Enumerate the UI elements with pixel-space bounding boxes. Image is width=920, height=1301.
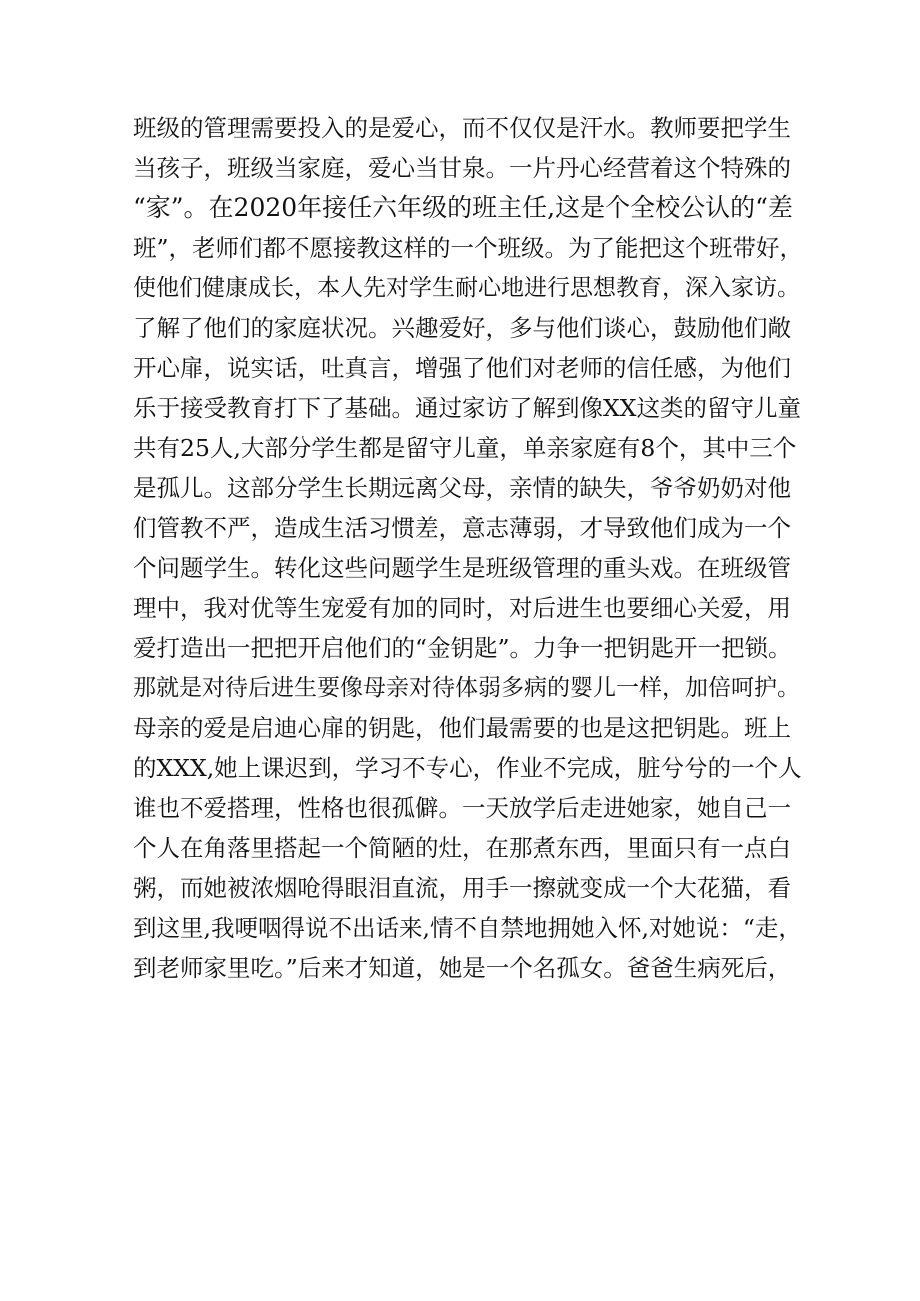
text-line: 个问题学生。转化这些问题学生是班级管理的重头戏。在班级管 <box>133 554 791 582</box>
text-line: 到老师家里吃。”后来才知道，她是一个名孤女。爸爸生病死后， <box>133 954 792 982</box>
text-line: “家”。在2020年接任六年级的班主任,这是个全校公认的“差 <box>133 193 793 222</box>
text-line: 开心扉，说实话，吐真言，增强了他们对老师的信任感，为他们 <box>133 354 791 382</box>
text-line: 到这里,我哽咽得说不出话来,情不自禁地拥她入怀,对她说：“走， <box>133 914 802 942</box>
text-line: 乐于接受教育打下了基础。通过家访了解到像XX这类的留守儿童 <box>133 394 801 422</box>
text-line: 个人在角落里搭起一个简陋的灶，在那煮东西，里面只有一点白 <box>133 834 791 862</box>
text-line: 母亲的爱是启迪心扉的钥匙，他们最需要的也是这把钥匙。班上 <box>133 714 791 742</box>
body-text <box>133 108 803 988</box>
text-line: 的XXX,她上课迟到，学习不专心，作业不完成，脏兮兮的一个人 <box>133 754 802 782</box>
text-line: 谁也不爱搭理，性格也很孤僻。一天放学后走进她家，她自己一 <box>133 794 791 822</box>
text-line: 爱打造出一把把开启他们的“金钥匙”。力争一把钥匙开一把锁。 <box>133 634 792 662</box>
text-line: 那就是对待后进生要像母亲对待体弱多病的婴儿一样，加倍呵护。 <box>133 675 800 701</box>
text-line: 了解了他们的家庭状况。兴趣爱好，多与他们谈心，鼓励他们敞 <box>133 314 791 342</box>
text-line: 班”，老师们都不愿接教这样的一个班级。为了能把这个班带好， <box>133 234 803 262</box>
text-line: 共有25人,大部分学生都是留守儿童，单亲家庭有8个，其中三个 <box>133 434 797 462</box>
text-line: 们管教不严，造成生活习惯差，意志薄弱，才导致他们成为一个 <box>133 514 791 542</box>
text-line: 班级的管理需要投入的是爱心，而不仅仅是汗水。教师要把学生 <box>133 114 791 142</box>
text-line: 粥，而她被浓烟呛得眼泪直流，用手一擦就变成一个大花猫，看 <box>133 874 791 902</box>
text-line: 是孤儿。这部分学生长期远离父母，亲情的缺失，爷爷奶奶对他 <box>133 474 791 502</box>
text-line: 理中，我对优等生宠爱有加的同时，对后进生也要细心关爱，用 <box>133 594 791 622</box>
text-line: 使他们健康成长，本人先对学生耐心地进行思想教育，深入家访。 <box>133 275 800 301</box>
text-line: 当孩子，班级当家庭，爱心当甘泉。一片丹心经营着这个特殊的 <box>133 154 791 182</box>
